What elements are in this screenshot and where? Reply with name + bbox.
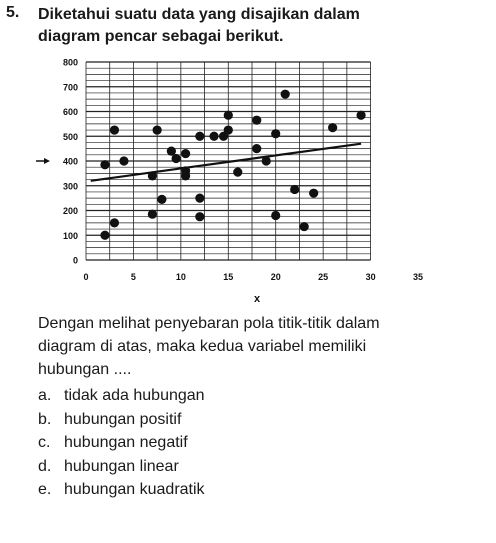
scatter-point (110, 125, 119, 134)
y-tick-label: 200 (62, 206, 78, 216)
x-tick-label: 5 (130, 272, 136, 282)
option-b[interactable] (38, 408, 205, 432)
question-prompt-line-3: hubungan .... (38, 361, 132, 378)
x-axis-label: x (253, 293, 261, 305)
scatter-point (153, 125, 162, 134)
scatter-point (328, 123, 337, 132)
scatter-point (110, 218, 119, 227)
option-text: hubungan kuadratik (64, 481, 205, 498)
scatter-point (195, 194, 204, 203)
option-letter: e. (38, 481, 52, 498)
option-c[interactable] (38, 431, 205, 455)
question-prompt-line-2: diagram di atas, maka kedua variabel memiliki (38, 338, 367, 355)
scatter-point (181, 149, 190, 158)
y-tick-label: 100 (62, 230, 78, 241)
scatter-point (148, 171, 157, 180)
scatter-point (262, 156, 271, 165)
option-e[interactable] (38, 478, 205, 502)
scatter-point (290, 185, 299, 194)
y-tick-label: 0 (72, 255, 78, 266)
scatter-point (281, 90, 290, 99)
question-stem-line-1: Diketahui suatu data yang disajikan dalam (38, 6, 360, 23)
trend-line (91, 144, 361, 181)
option-letter: c. (38, 434, 51, 451)
scatter-point (233, 168, 242, 177)
y-tick-label: 400 (62, 156, 78, 167)
scatter-point (181, 171, 190, 180)
scatter-point (300, 222, 309, 231)
y-tick-label: 800 (62, 57, 78, 68)
x-tick-label: 30 (365, 272, 376, 282)
scatter-point (252, 144, 261, 153)
y-tick-label: 500 (62, 131, 78, 142)
answer-options (38, 384, 205, 502)
scatter-point (195, 212, 204, 221)
scatter-point (271, 129, 280, 138)
question-stem (38, 4, 478, 48)
option-text: tidak ada hubungan (64, 387, 205, 404)
scatter-point (356, 111, 365, 120)
scatter-point (224, 125, 233, 134)
scatter-point (252, 116, 261, 125)
y-tick-label: 600 (62, 107, 78, 117)
question-stem-line-2: diagram pencar sebagai berikut. (38, 28, 284, 45)
x-tick-label: 15 (223, 272, 234, 282)
scatter-point (119, 156, 128, 165)
option-letter: a. (38, 387, 52, 404)
scatter-point (271, 211, 280, 220)
scatter-point (100, 160, 109, 169)
scatter-point (172, 154, 181, 163)
scatter-point (209, 132, 218, 141)
x-tick-label: 25 (318, 272, 329, 282)
scatter-point (309, 189, 318, 198)
option-text: hubungan linear (64, 457, 179, 475)
option-d[interactable] (38, 455, 205, 479)
option-letter: d. (38, 457, 52, 475)
y-tick-label: 700 (62, 82, 78, 93)
option-text: hubungan positif (64, 410, 182, 428)
scatter-point (100, 231, 109, 240)
arrow-marker-head (44, 158, 50, 164)
question-prompt-line-1: Dengan melihat penyebaran pola titik-titik dalam (38, 315, 380, 332)
scatter-point (224, 111, 233, 120)
x-tick-label: 0 (83, 272, 89, 282)
y-tick-label: 300 (62, 181, 78, 192)
question-number: 5. (6, 4, 20, 21)
option-letter: b. (38, 410, 52, 428)
x-tick-label: 20 (270, 272, 281, 282)
scatter-point (148, 210, 157, 219)
option-a[interactable] (38, 384, 205, 408)
x-tick-label: 35 (412, 272, 424, 282)
scatter-point (157, 195, 166, 204)
question-prompt (38, 312, 478, 381)
scatter-diagram (20, 52, 440, 312)
x-tick-label: 10 (175, 272, 186, 282)
option-text: hubungan negatif (64, 434, 188, 451)
scatter-point (195, 132, 204, 141)
